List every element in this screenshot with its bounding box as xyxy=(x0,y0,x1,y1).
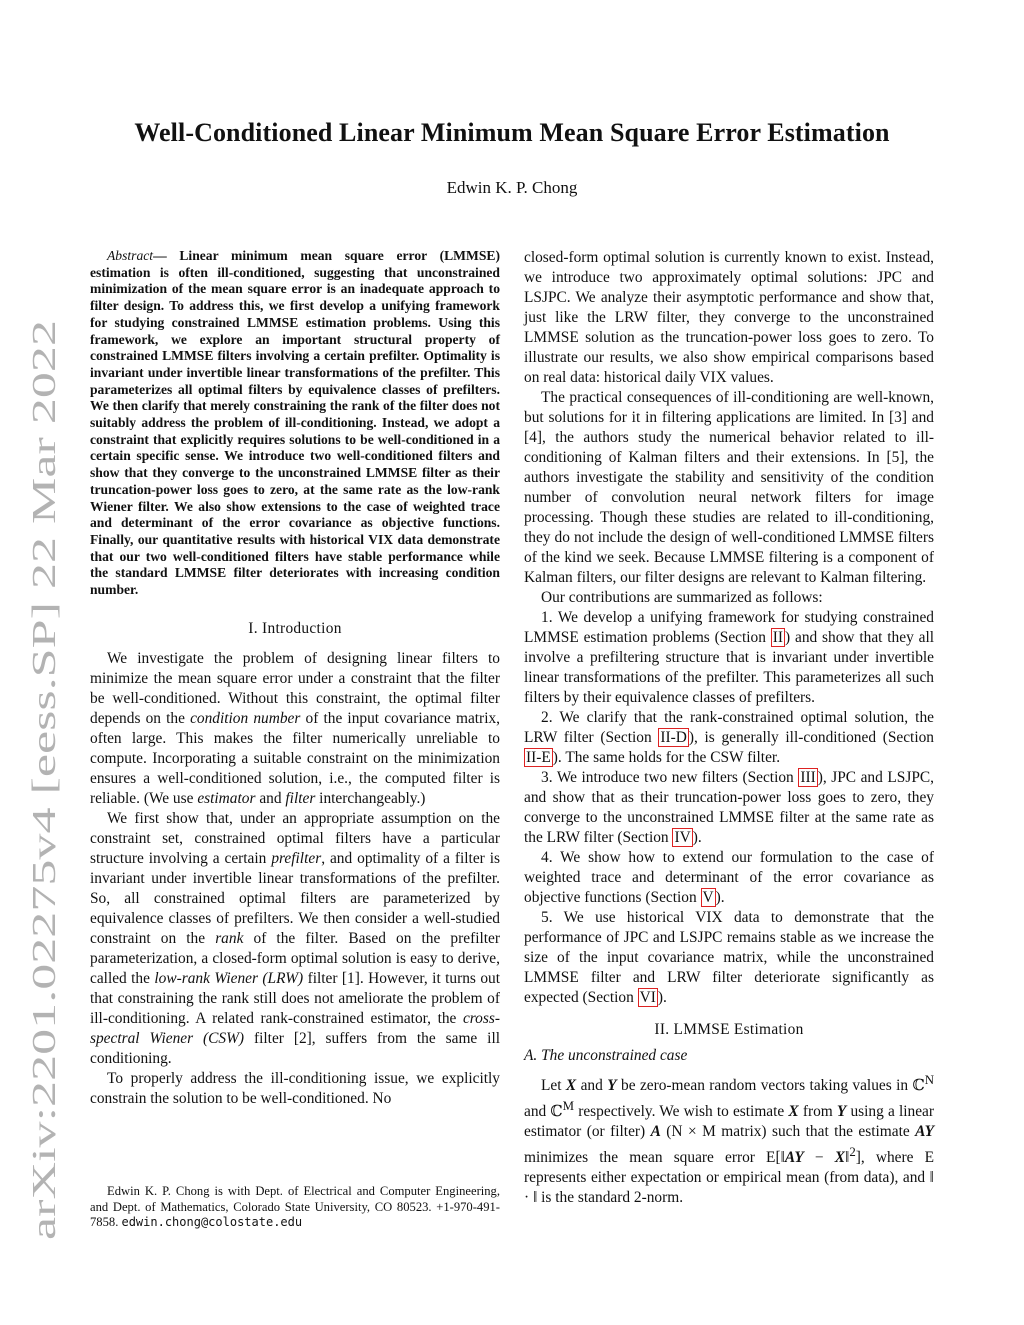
contribution-4: 4. We show how to extend our formulation to the case of weighted trace and determinant of the error covariance as objective functions (Section V ). xyxy=(524,849,934,906)
intro-paragraph-1: We investigate the problem of designing linear filters to minimize the mean square error under a constraint that the filter be well-conditioned. Without this constraint, the optimal filter depends on the condition number of the input covariance matrix, often large. This makes the filter numerically unreliable to compute. Incorporating a suitable constraint on the minimization ensures a well-conditioned solution, i.e., the computed filter is reliable. (We use estimator and filter interchangeably.) xyxy=(90,649,501,807)
contributions-intro: Our contributions are summarized as follows: xyxy=(541,589,823,606)
footnote xyxy=(90,1184,500,1231)
intro-paragraph-2: We first show that, under an appropriate assumption on the constraint set, constrained optimal filters have a particular structure involving a certain prefilter, and optimality of a filter is invariant under invertible linear transformations of the prefilter. So, all constrained optimal filters are parameterized by equivalence classes of prefilters. We then consider a well-studied constraint on the rank of the filter. Based on the prefilter parameterization, a closed-form optimal solution is easy to derive, called the low-rank Wiener (LRW) filter [1]. However, it turns out that constraining the rank still does not ameliorate the problem of ill-conditioning. A related rank-constrained estimator, the cross-spectral Wiener (CSW) filter [2], suffers from the same ill conditioning. xyxy=(90,809,500,1067)
contribution-2: 2. We clarify that the rank-constrained optimal solution, the LRW filter (Section II-D ), is generally ill-conditioned (Section II-E ). The same holds for the CSW filter. xyxy=(524,709,935,766)
section-link-v[interactable]: V xyxy=(702,889,714,906)
abstract-label: Abstract xyxy=(107,248,154,263)
left-column xyxy=(90,248,500,1109)
section-link-vi[interactable]: VI xyxy=(639,989,656,1006)
author-email-link[interactable]: edwin.chong@colostate.edu xyxy=(121,1215,303,1229)
intro-paragraph-3: To properly address the ill-conditioning issue, we explicitly constrain the solution to be well-conditioned. No xyxy=(90,1069,500,1107)
contribution-3: 3. We introduce two new filters (Section III ), JPC and LSJPC, and show that as their truncation-power loss goes to zero, they converge to the unconstrained LMMSE filter at the same rate as the LRW filter (Section IV ). xyxy=(524,769,934,846)
section-link-ii-d[interactable]: II-D xyxy=(660,729,687,746)
section-link-ii-e[interactable]: II-E xyxy=(526,749,551,766)
paper-title: Well-Conditioned Linear Minimum Mean Square Error Estimation xyxy=(134,118,890,147)
unconstrained-case-paragraph: Let X and Y be zero-mean random vectors taking values in ℂ$^N$ and ℂ$^M$ respectively. We wish to estimate X from Y using a linear estimator (or filter) A (N × M matrix) such that the estimate AY minimizes the mean square error E[‖AY − X‖$^2$], where E represents either expectation or empirical mean (from data), and ‖ · ‖ is the standard 2-norm. xyxy=(524,1073,935,1207)
right-column xyxy=(524,248,934,1208)
section-link-iv[interactable]: IV xyxy=(674,829,691,846)
abstract: Abstract— Linear minimum mean square error (LMMSE) estimation is often ill-conditioned, suggesting that unconstrained minimization of the mean square error is an inadequate approach to filter design. To address this, we first develop a unifying framework for studying constrained LMMSE estimation problems. Using this framework, we explore an important structural property of constrained LMMSE filters involving a certain prefilter. Optimality is invariant under invertible linear transformations of the prefilter. This parameterizes all optimal filters by equivalence classes of prefilters. We then clarify that merely constraining the rank of the filter does not suitably address the problem of ill-conditioning. Instead, we adopt a constraint that explicitly requires solutions to be well-conditioned in a certain specific sense. We introduce two well-conditioned filters and show that they converge to the unconstrained LMMSE filter as their truncation-power loss goes to zero, at the same rate as the low-rank Wiener filter. We also show extensions to the case of weighted trace and determinant of the error covariance as objective functions. Finally, our quantitative results with historical VIX data demonstrate that our two well-conditioned filters have stable performance while the standard LMMSE filter deteriorates with increasing condition number. xyxy=(90,248,500,598)
footnote-text: Edwin K. P. Chong is with Dept. of Electrical and Computer Engineering, and Dept. of Mathematics, Colorado State University, CO 80523. +1-970-491-7858. xyxy=(90,1184,500,1229)
section-link-ii[interactable]: II xyxy=(772,629,784,646)
contribution-1: 1. We develop a unifying framework for studying constrained LMMSE estimation problems (Section II ) and show that they all involve a prefiltering structure that is invariant under invertible linear transformations of the prefilter. This parameterizes all such filters by their equivalence classes of prefilters. xyxy=(524,609,935,706)
intro-paragraph-continued: closed-form optimal solution is currently known to exist. Instead, we introduce two approximately optimal solutions: JPC and LSJPC. We analyze their asymptotic performance and show that, just like the LRW filter, they converge to the unconstrained LMMSE solution as the truncation-power loss goes to zero. To illustrate our results, we also show empirical comparisons based on real data: historical daily VIX values. xyxy=(524,249,934,386)
arxiv-stamp xyxy=(22,310,66,1240)
section-link-iii[interactable]: III xyxy=(800,769,816,786)
section-heading-lmmse-estimation: II. LMMSE Estimation xyxy=(654,1021,804,1038)
subsection-heading-unconstrained: A. The unconstrained case xyxy=(524,1047,688,1064)
practical-consequences-paragraph: The practical consequences of ill-conditioning are well-known, but solutions for it in filtering applications are limited. In [3] and [4], the authors study the numerical behavior related to ill-conditioning of Kalman filters and their extensions. In [5], the authors investigate the stability and sensitivity of the condition number of convolution neural network filters for image processing. Though these studies are related to ill-conditioning, they do not include the design of well-conditioned LMMSE filters of the kind we seek. Because LMMSE filtering is a component of Kalman filters, our filter designs are relevant to Kalman filtering. xyxy=(524,389,934,586)
arxiv-identifier: arXiv:2201.02275v4 [eess.SP] 22 Mar 2022 xyxy=(26,639,63,1240)
contribution-5: 5. We use historical VIX data to demonstrate that the performance of JPC and LSJPC remains stable as we increase the size of the input covariance matrix, while the unconstrained LMMSE filter and LRW filter deteriorate significantly as expected (Section VI ). xyxy=(524,909,934,1006)
section-heading-introduction: I. Introduction xyxy=(248,619,342,637)
author-name: Edwin K. P. Chong xyxy=(446,178,578,197)
abstract-text: Linear minimum mean square error (LMMSE) estimation is often ill-conditioned, suggesting that unconstrained minimization of the mean square error is an inadequate approach to filter design. To address this, we first develop a unifying framework for studying constrained LMMSE estimation problems. Using this framework, we explore an important structural property of constrained LMMSE filters involving a certain prefilter. Optimality is invariant under invertible linear transformations of the prefilter. This parameterizes all optimal filters by equivalence classes of prefilters. We then clarify that merely constraining the rank of the filter does not suitably address the problem of ill-conditioning. Instead, we adopt a constraint that explicitly requires solutions to be well-conditioned in a certain specific sense. We introduce two well-conditioned filters and show that they converge to the unconstrained LMMSE filter as their truncation-power loss goes to zero, at the same rate as the low-rank Wiener filter. We also show extensions to the case of weighted trace and determinant of the error covariance as objective functions. Finally, our quantitative results with historical VIX data demonstrate that our two well-conditioned filters have stable performance while the standard LMMSE filter deteriorates with increasing condition number. xyxy=(90,248,500,598)
